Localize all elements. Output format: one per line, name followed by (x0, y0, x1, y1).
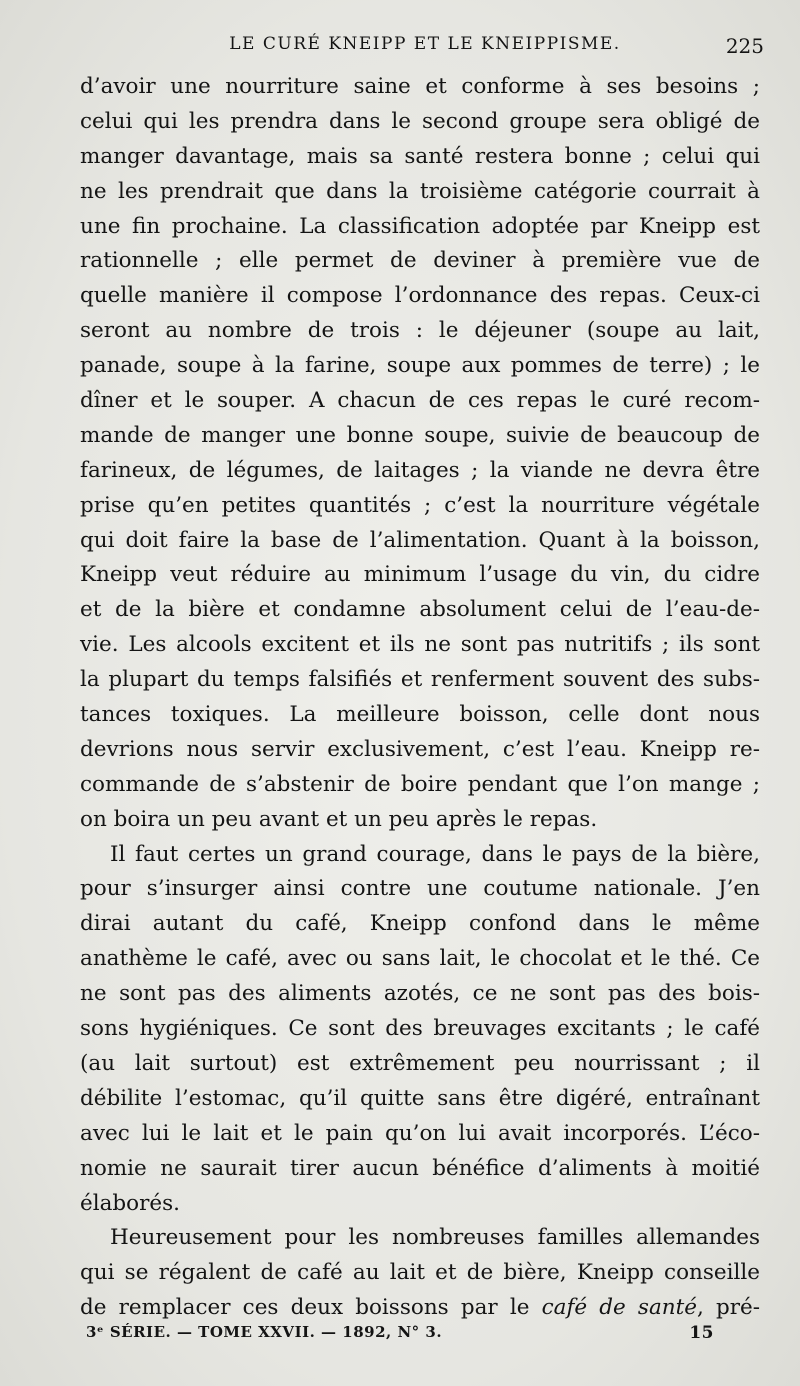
text-line: qui doit faire la base de l’alimentation. Quant à la boisson, (80, 527, 760, 553)
text-line: d’avoir une nourriture saine et conforme à ses besoins ; (80, 74, 760, 99)
text-line: commande de s’abstenir de boire pendant que l’on mange ; (80, 771, 760, 797)
text-line: manger davantage, mais sa santé restera bonne ; celui qui (80, 143, 760, 169)
text-line: panade, soupe à la farine, soupe aux pommes de terre) ; le (80, 353, 760, 379)
text-line: tances toxiques. La meilleure boisson, celle dont nous (80, 702, 760, 728)
text-line: rationnelle ; elle permet de deviner à première vue de (80, 248, 760, 274)
page-body-text (80, 70, 760, 1326)
page-footer (86, 1323, 714, 1347)
text-line: ne sont pas des aliments azotés, ce ne sont pas des bois- (80, 981, 760, 1007)
text-line: farineux, de légumes, de laitages ; la viande ne devra être (80, 457, 760, 483)
italic-title: café de santé (541, 1295, 697, 1321)
sheet-number: 15 (689, 1323, 714, 1343)
text-line: sons hygiéniques. Ce sont des breuvages excitants ; le café (80, 1016, 760, 1042)
text-line: on boira un peu avant et un peu après le repas. (80, 806, 598, 832)
text-line: pour s’insurger ainsi contre une coutume nationale. J’en (80, 876, 760, 902)
text-line: Heureusement pour les nombreuses familles allemandes (110, 1225, 760, 1251)
text-line: nomie ne saurait tirer aucun bénéfice d’aliments à moitié (80, 1155, 760, 1181)
text-line: dirai autant du café, Kneipp confond dans le même (80, 911, 760, 937)
text-line: celui qui les prendra dans le second groupe sera obligé de (80, 108, 760, 134)
text-line: ne les prendrait que dans la troisième catégorie courrait à (80, 178, 760, 204)
text-line: (au lait surtout) est extrêmement peu nourrissant ; il (80, 1050, 760, 1076)
text-line: une fin prochaine. La classification adoptée par Kneipp est (80, 213, 760, 239)
text-line: qui se régalent de café au lait et de bière, Kneipp conseille (80, 1260, 760, 1286)
page-number: 225 (725, 34, 764, 58)
text-line: prise qu’en petites quantités ; c’est la nourriture végétale (80, 492, 760, 518)
text-line: dîner et le souper. A chacun de ces repas le curé recom- (80, 388, 760, 414)
page-header (86, 32, 764, 60)
text-line: vie. Les alcools excitent et ils ne sont pas nutritifs ; ils sont (80, 632, 760, 658)
signature-mark: 3ᵉ SÉRIE. — TOME XXVII. — 1892, N° 3. (86, 1323, 443, 1341)
text-line: débilite l’estomac, qu’il quitte sans être digéré, entraînant (80, 1085, 760, 1111)
text-line: seront au nombre de trois : le déjeuner (soupe au lait, (80, 318, 760, 344)
text-line: quelle manière il compose l’ordonnance des repas. Ceux-ci (80, 283, 760, 309)
text-line: anathème le café, avec ou sans lait, le chocolat et le thé. Ce (80, 946, 760, 972)
text-line: mande de manger une bonne soupe, suivie de beaucoup de (80, 422, 760, 448)
text-line: avec lui le lait et le pain qu’on lui avait incorporés. L’éco- (80, 1120, 760, 1146)
text-line: Il faut certes un grand courage, dans le pays de la bière, (110, 841, 760, 867)
text-line: élaborés. (80, 1190, 180, 1216)
running-title: LE CURÉ KNEIPP ET LE KNEIPPISME. (229, 34, 621, 54)
text-line: Kneipp veut réduire au minimum l’usage du vin, du cidre (80, 562, 760, 588)
text-line: la plupart du temps falsifiés et renferment souvent des subs- (80, 667, 760, 693)
text-line: devrions nous servir exclusivement, c’est l’eau. Kneipp re- (80, 736, 760, 762)
text-line: de remplacer ces deux boissons par le café de santé, pré- (80, 1295, 760, 1321)
text-line: et de la bière et condamne absolument celui de l’eau-de- (80, 597, 760, 623)
